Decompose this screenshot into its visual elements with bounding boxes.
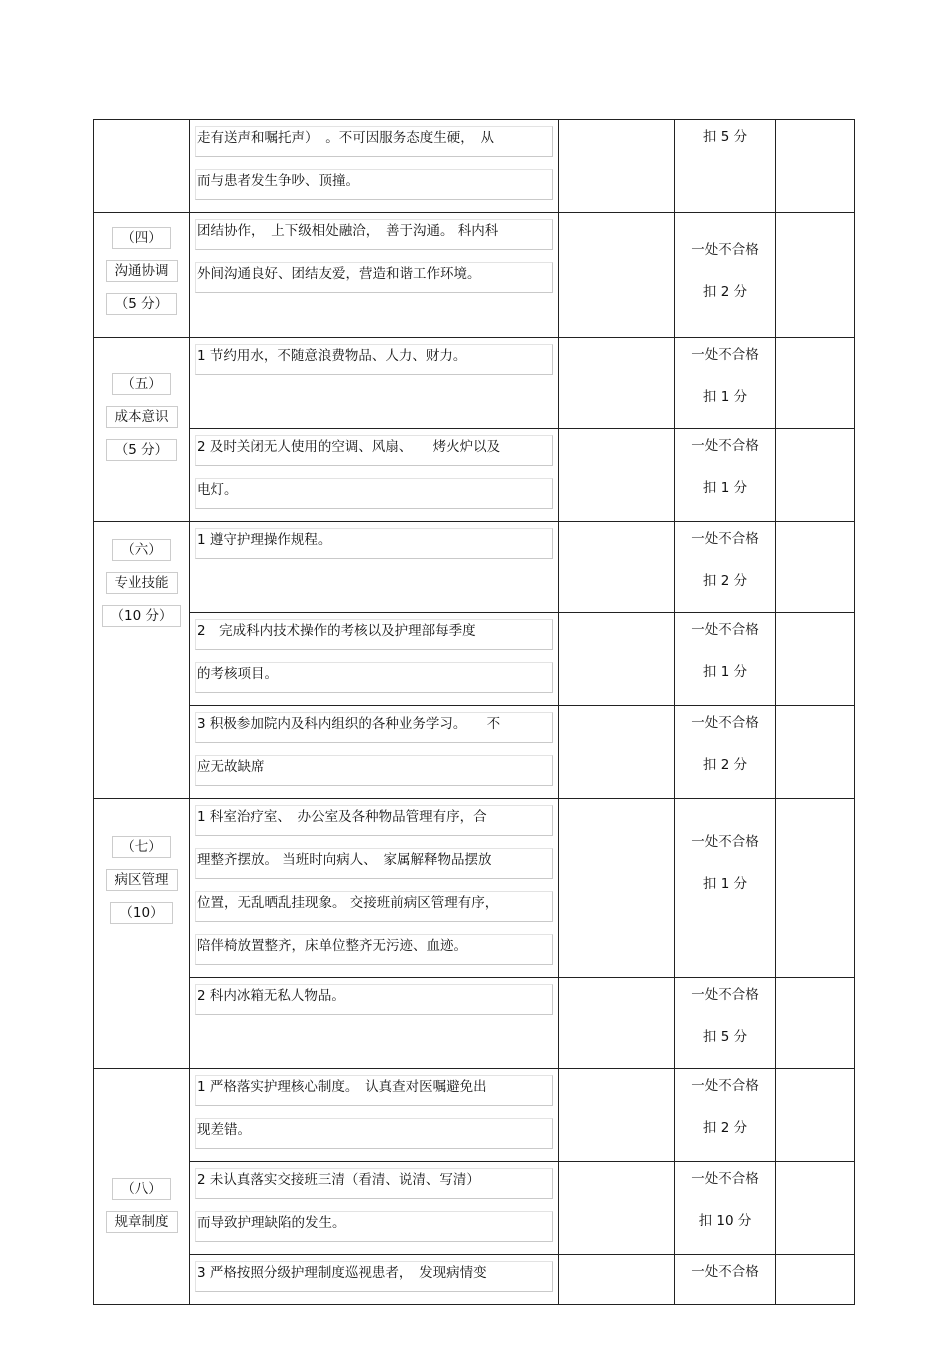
penalty-text: 一处不合格 <box>691 438 759 454</box>
blank-cell <box>559 120 675 213</box>
penalty-cell <box>675 978 776 1069</box>
penalty-text: 一处不合格 <box>691 1171 759 1187</box>
criteria-cell <box>190 1162 559 1255</box>
penalty-text: 扣 5 分 <box>702 1029 748 1045</box>
category-label: （5 分） <box>106 293 177 315</box>
penalty-text: 扣 1 分 <box>702 876 748 892</box>
penalty-cell <box>675 613 776 706</box>
score-cell <box>776 1255 855 1305</box>
penalty-text: 一处不合格 <box>691 987 759 1003</box>
table-row <box>94 613 855 706</box>
penalty-cell <box>675 338 776 429</box>
score-cell <box>776 613 855 706</box>
criteria-cell <box>190 120 559 213</box>
penalty-text: 一处不合格 <box>691 1078 759 1094</box>
blank-cell <box>559 978 675 1069</box>
score-cell <box>776 1069 855 1162</box>
score-cell <box>776 120 855 213</box>
penalty-cell <box>675 120 776 213</box>
category-label: （六） <box>112 539 171 561</box>
penalty-cell <box>675 1255 776 1305</box>
criteria-text: 1 节约用水，不随意浪费物品、人力、财力。 <box>195 344 553 375</box>
blank-cell <box>559 429 675 522</box>
penalty-cell <box>675 213 776 338</box>
criteria-text: 电灯。 <box>195 478 553 509</box>
category-label: 规章制度 <box>106 1211 178 1233</box>
penalty-text: 一处不合格 <box>691 1264 759 1280</box>
table-row <box>94 799 855 978</box>
criteria-cell <box>190 613 559 706</box>
category-cell <box>94 213 190 338</box>
penalty-text: 扣 10 分 <box>698 1213 752 1229</box>
criteria-cell <box>190 429 559 522</box>
criteria-text: 位置，无乱晒乱挂现象。 交接班前病区管理有序， <box>195 891 553 922</box>
score-cell <box>776 799 855 978</box>
blank-cell <box>559 338 675 429</box>
blank-cell <box>559 613 675 706</box>
criteria-text: 现差错。 <box>195 1118 553 1149</box>
criteria-text: 的考核项目。 <box>195 662 553 693</box>
score-cell <box>776 338 855 429</box>
criteria-cell <box>190 338 559 429</box>
criteria-cell <box>190 213 559 338</box>
category-label: （四） <box>112 227 171 249</box>
score-cell <box>776 213 855 338</box>
penalty-text: 一处不合格 <box>691 531 759 547</box>
criteria-cell <box>190 1069 559 1162</box>
table-row <box>94 120 855 213</box>
penalty-text: 一处不合格 <box>691 834 759 850</box>
penalty-cell <box>675 706 776 799</box>
criteria-cell <box>190 522 559 613</box>
criteria-text: 应无故缺席 <box>195 755 553 786</box>
category-label: （10） <box>110 902 172 924</box>
evaluation-table <box>93 119 855 1305</box>
category-cell <box>94 120 190 213</box>
criteria-cell <box>190 799 559 978</box>
blank-cell <box>559 213 675 338</box>
penalty-cell <box>675 429 776 522</box>
category-label: （七） <box>112 836 171 858</box>
table-row <box>94 429 855 522</box>
score-cell <box>776 522 855 613</box>
criteria-text: 3 积极参加院内及科内组织的各种业务学习。 不 <box>195 712 553 743</box>
category-cell <box>94 799 190 1069</box>
blank-cell <box>559 1255 675 1305</box>
score-cell <box>776 1162 855 1255</box>
criteria-text: 2 未认真落实交接班三清（看清、说清、写清） <box>195 1168 553 1199</box>
category-cell <box>94 338 190 522</box>
score-cell <box>776 429 855 522</box>
category-cell <box>94 1069 190 1305</box>
table-row <box>94 978 855 1069</box>
criteria-text: 而导致护理缺陷的发生。 <box>195 1211 553 1242</box>
penalty-text: 一处不合格 <box>691 242 759 258</box>
penalty-cell <box>675 1162 776 1255</box>
criteria-text: 2 完成科内技术操作的考核以及护理部每季度 <box>195 619 553 650</box>
penalty-cell <box>675 1069 776 1162</box>
table-row <box>94 338 855 429</box>
category-label: （5 分） <box>106 439 177 461</box>
category-label: （10 分） <box>102 605 182 627</box>
blank-cell <box>559 1069 675 1162</box>
blank-cell <box>559 1162 675 1255</box>
category-label: 沟通协调 <box>106 260 178 282</box>
table-row <box>94 1069 855 1162</box>
criteria-cell <box>190 978 559 1069</box>
table-row <box>94 706 855 799</box>
criteria-text: 1 遵守护理操作规程。 <box>195 528 553 559</box>
criteria-text: 3 严格按照分级护理制度巡视患者， 发现病情变 <box>195 1261 553 1292</box>
criteria-cell <box>190 706 559 799</box>
penalty-text: 扣 1 分 <box>702 664 748 680</box>
criteria-text: 团结协作， 上下级相处融洽， 善于沟通。 科内科 <box>195 219 553 250</box>
category-label: 成本意识 <box>106 406 178 428</box>
table-row <box>94 1255 855 1305</box>
penalty-cell <box>675 522 776 613</box>
penalty-text: 扣 5 分 <box>702 129 748 145</box>
blank-cell <box>559 799 675 978</box>
criteria-text: 外间沟通良好、团结友爱，营造和谐工作环境。 <box>195 262 553 293</box>
penalty-text: 一处不合格 <box>691 347 759 363</box>
penalty-cell <box>675 799 776 978</box>
blank-cell <box>559 706 675 799</box>
criteria-text: 走有送声和嘱托声） 。不可因服务态度生硬， 从 <box>195 126 553 157</box>
table-row <box>94 522 855 613</box>
penalty-text: 一处不合格 <box>691 622 759 638</box>
criteria-cell <box>190 1255 559 1305</box>
criteria-text: 1 严格落实护理核心制度。 认真查对医嘱避免出 <box>195 1075 553 1106</box>
penalty-text: 一处不合格 <box>691 715 759 731</box>
penalty-text: 扣 1 分 <box>702 389 748 405</box>
table-row <box>94 1162 855 1255</box>
category-label: 专业技能 <box>106 572 178 594</box>
category-cell <box>94 522 190 799</box>
penalty-text: 扣 2 分 <box>702 1120 748 1136</box>
criteria-text: 2 及时关闭无人使用的空调、风扇、 烤火炉以及 <box>195 435 553 466</box>
penalty-text: 扣 1 分 <box>702 480 748 496</box>
category-label: （五） <box>112 373 171 395</box>
category-label: 病区管理 <box>106 869 178 891</box>
penalty-text: 扣 2 分 <box>702 757 748 773</box>
score-cell <box>776 978 855 1069</box>
criteria-text: 1 科室治疗室、 办公室及各种物品管理有序，合 <box>195 805 553 836</box>
evaluation-table-body <box>94 120 855 1305</box>
criteria-text: 理整齐摆放。 当班时向病人、 家属解释物品摆放 <box>195 848 553 879</box>
table-row <box>94 213 855 338</box>
criteria-text: 而与患者发生争吵、顶撞。 <box>195 169 553 200</box>
criteria-text: 陪伴椅放置整齐，床单位整齐无污迹、血迹。 <box>195 934 553 965</box>
category-label: （八） <box>112 1178 171 1200</box>
penalty-text: 扣 2 分 <box>702 284 748 300</box>
blank-cell <box>559 522 675 613</box>
penalty-text: 扣 2 分 <box>702 573 748 589</box>
score-cell <box>776 706 855 799</box>
criteria-text: 2 科内冰箱无私人物品。 <box>195 984 553 1015</box>
